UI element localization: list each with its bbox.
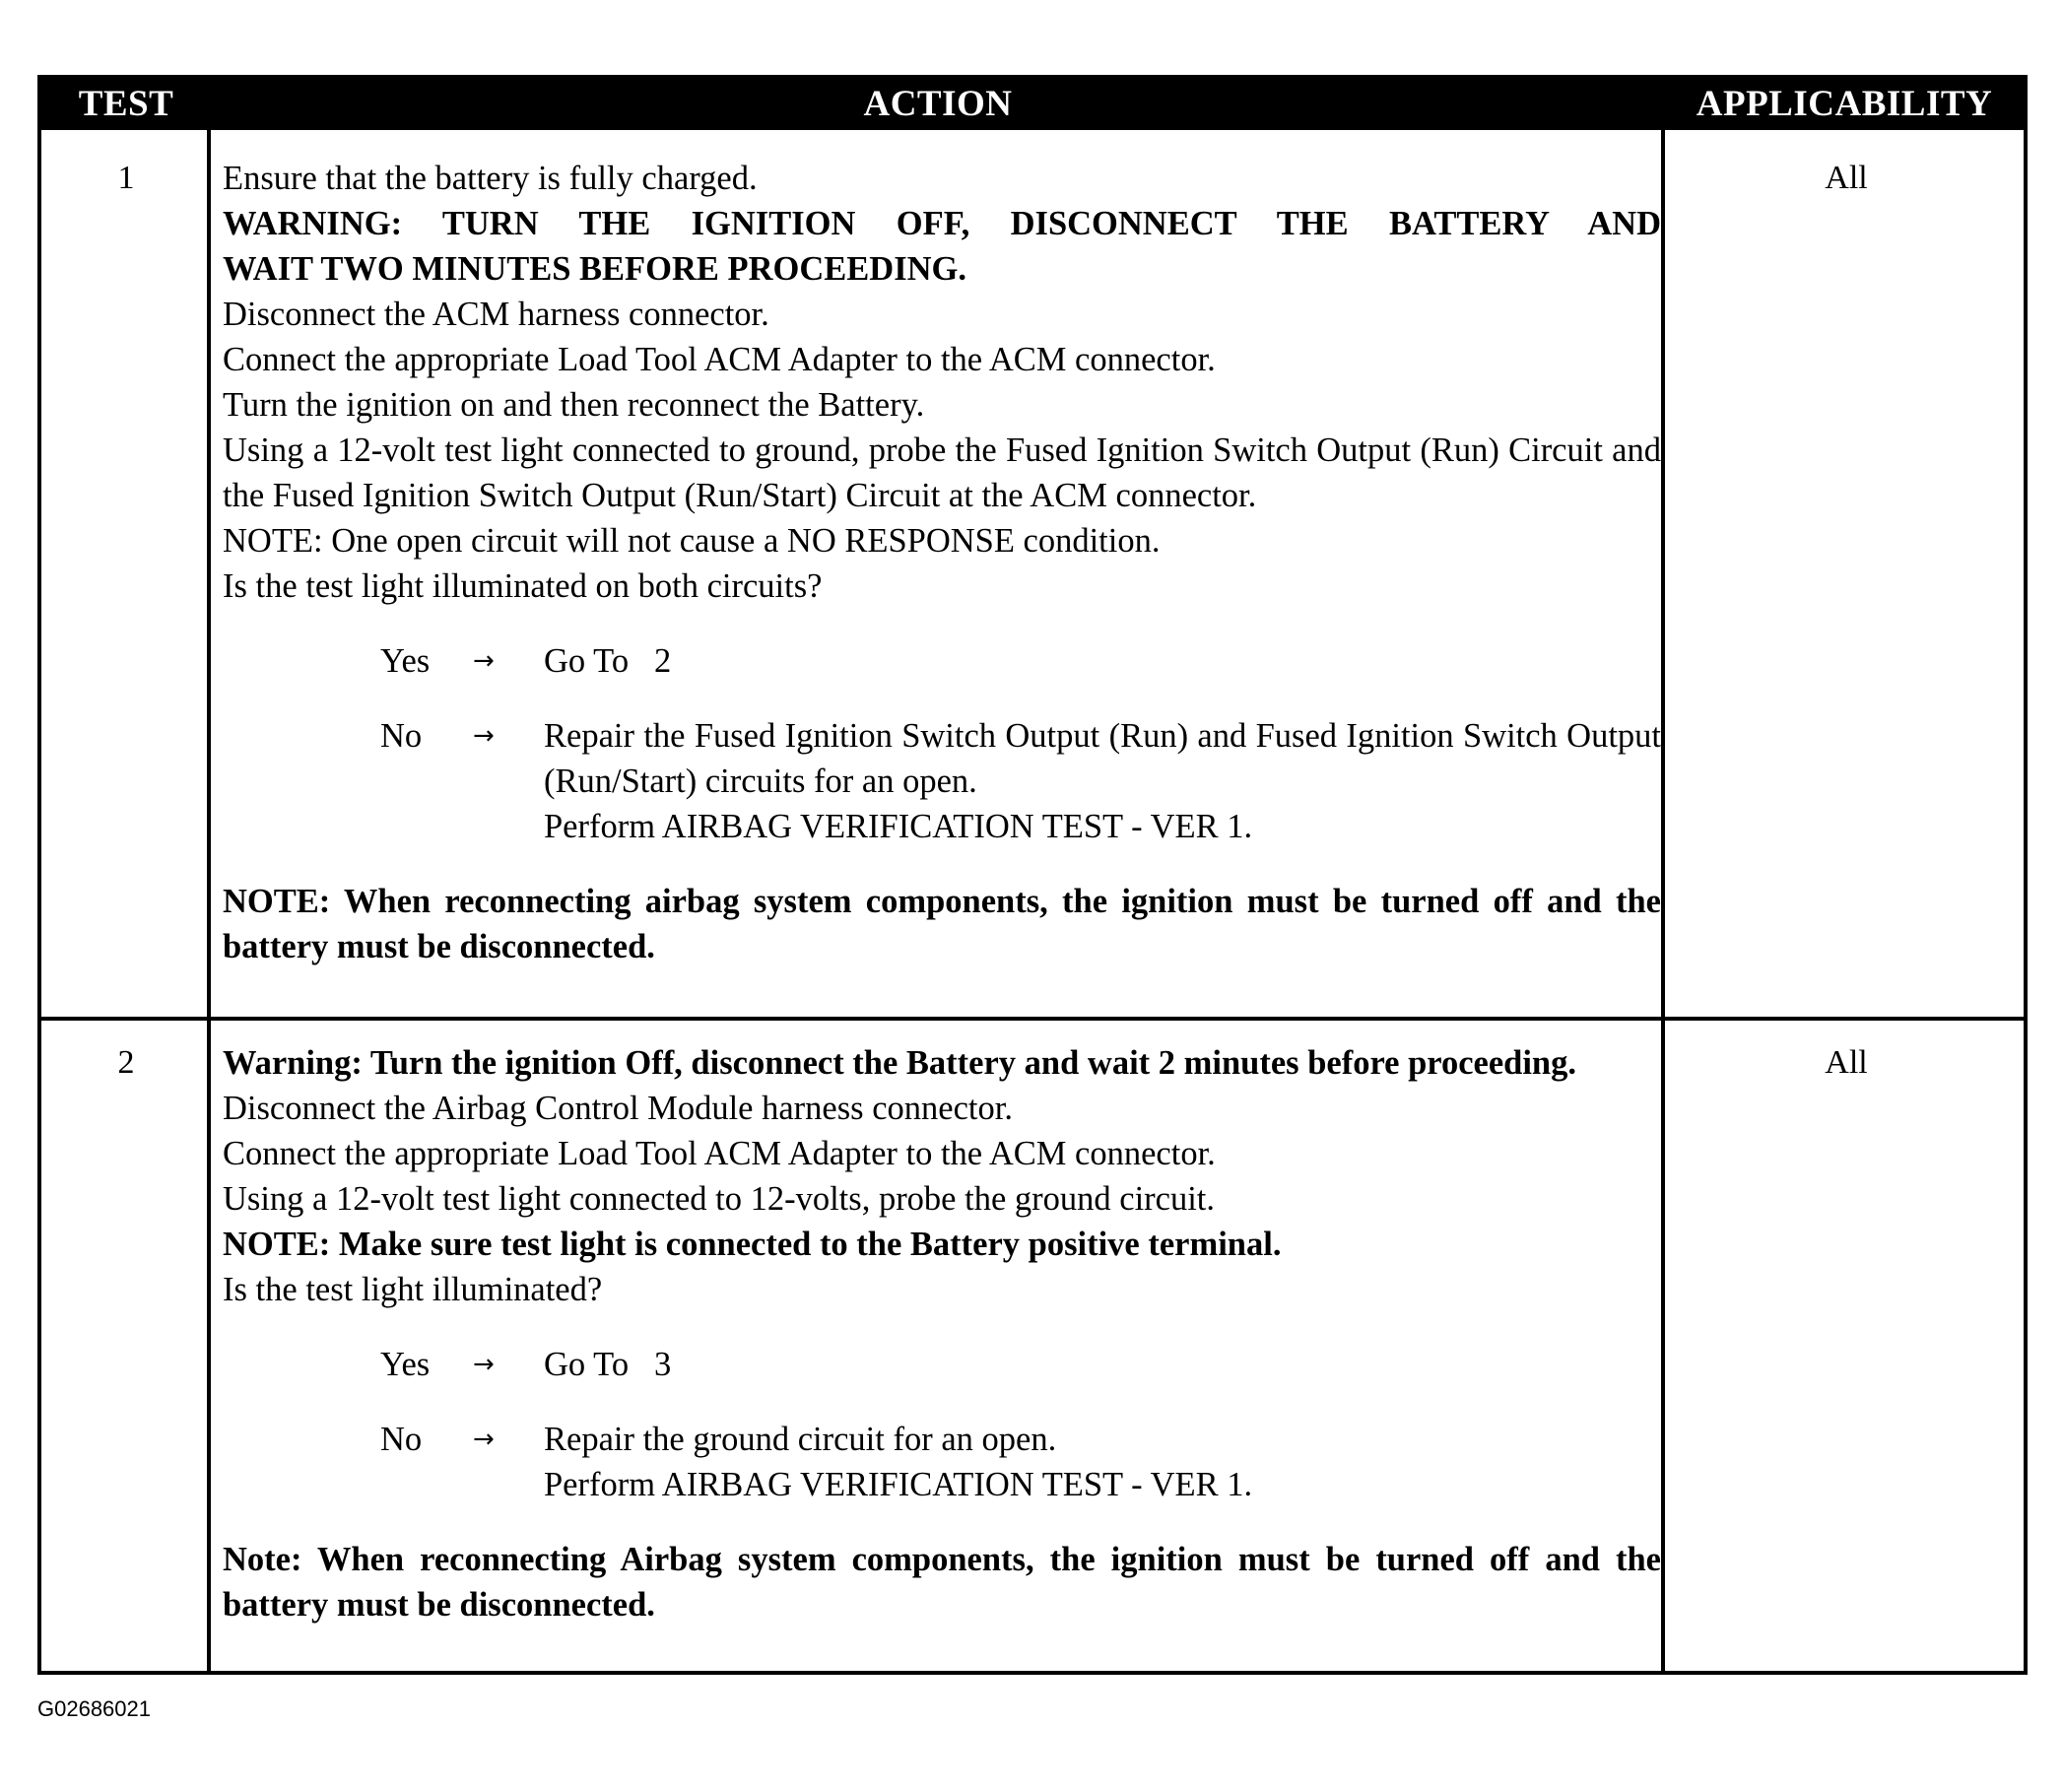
yes-result: Go To 2 (544, 642, 672, 680)
no-result: Repair the Fused Ignition Switch Output (Run) and Fused Ignition Switch Output (Run/Start) circuits for an open. (544, 717, 1661, 800)
table-row (41, 130, 2024, 1017)
table-row (41, 1021, 2024, 1671)
arrow-right-icon: → (473, 1350, 495, 1379)
no-result-verification: Perform AIRBAG VERIFICATION TEST - VER 1. (544, 1466, 1253, 1503)
yes-result: Go To 3 (544, 1346, 672, 1383)
action-line: Connect the appropriate Load Tool ACM Adapter to the ACM connector. (223, 341, 1216, 378)
note-line: NOTE: One open circuit will not cause a NO RESPONSE condition. (223, 522, 1161, 560)
yes-branch (223, 638, 1661, 684)
action-cell (223, 156, 1661, 969)
arrow-right-icon: → (473, 721, 495, 751)
figure-code: G02686021 (37, 1696, 151, 1721)
question-line: Is the test light illuminated? (223, 1271, 603, 1308)
note-line: NOTE: Make sure test light is connected to the Battery positive terminal. (223, 1226, 1282, 1263)
action-line: Disconnect the Airbag Control Module harness connector. (223, 1090, 1013, 1127)
yes-branch (223, 1342, 1661, 1387)
no-result-verification: Perform AIRBAG VERIFICATION TEST - VER 1. (544, 808, 1253, 845)
note-paragraph: Note: When reconnecting Airbag system components, the ignition must be turned off and the battery must be disconnected. (223, 1541, 1661, 1624)
no-label: No (380, 717, 423, 755)
action-line: Turn the ignition on and then reconnect the Battery. (223, 386, 925, 424)
no-label: No (380, 1421, 423, 1458)
header-test: TEST (78, 84, 174, 124)
question-line: Is the test light illuminated on both circuits? (223, 567, 823, 605)
header-action: ACTION (863, 84, 1013, 124)
header-applicability: APPLICABILITY (1696, 84, 1993, 124)
yes-label: Yes (380, 1346, 431, 1383)
test-number: 1 (117, 160, 135, 196)
action-line: Connect the appropriate Load Tool ACM Adapter to the ACM connector. (223, 1135, 1216, 1172)
action-line: Disconnect the ACM harness connector. (223, 296, 769, 333)
no-branch (223, 713, 1661, 849)
warning-line: WAIT TWO MINUTES BEFORE PROCEEDING. (223, 250, 966, 288)
warning-paragraph: Warning: Turn the ignition Off, disconnect the Battery and wait 2 minutes before proceeding. (223, 1044, 1576, 1082)
action-line: Using a 12-volt test light connected to 12-volts, probe the ground circuit. (223, 1180, 1216, 1218)
arrow-right-icon: → (473, 646, 495, 676)
yes-label: Yes (380, 642, 431, 680)
applicability-value: All (1825, 160, 1868, 196)
no-result: Repair the ground circuit for an open. (544, 1421, 1057, 1458)
action-paragraph: Using a 12-volt test light connected to ground, probe the Fused Ignition Switch Output (Run) Circuit and the Fused Ignition Switch Output (Run/Start) Circuit at the ACM connector. (223, 431, 1661, 514)
arrow-right-icon: → (473, 1425, 495, 1454)
diagnostic-table (37, 75, 2028, 1675)
action-line: Ensure that the battery is fully charged. (223, 160, 758, 197)
no-branch (223, 1417, 1661, 1507)
applicability-value: All (1825, 1044, 1868, 1081)
warning-line: WARNING: TURN THE IGNITION OFF, DISCONNECT THE BATTERY AND (223, 205, 1661, 242)
table-header-row (41, 79, 2024, 130)
note-paragraph: NOTE: When reconnecting airbag system components, the ignition must be turned off and the battery must be disconnected. (223, 883, 1661, 965)
test-number: 2 (117, 1044, 135, 1081)
action-cell (223, 1040, 1661, 1627)
